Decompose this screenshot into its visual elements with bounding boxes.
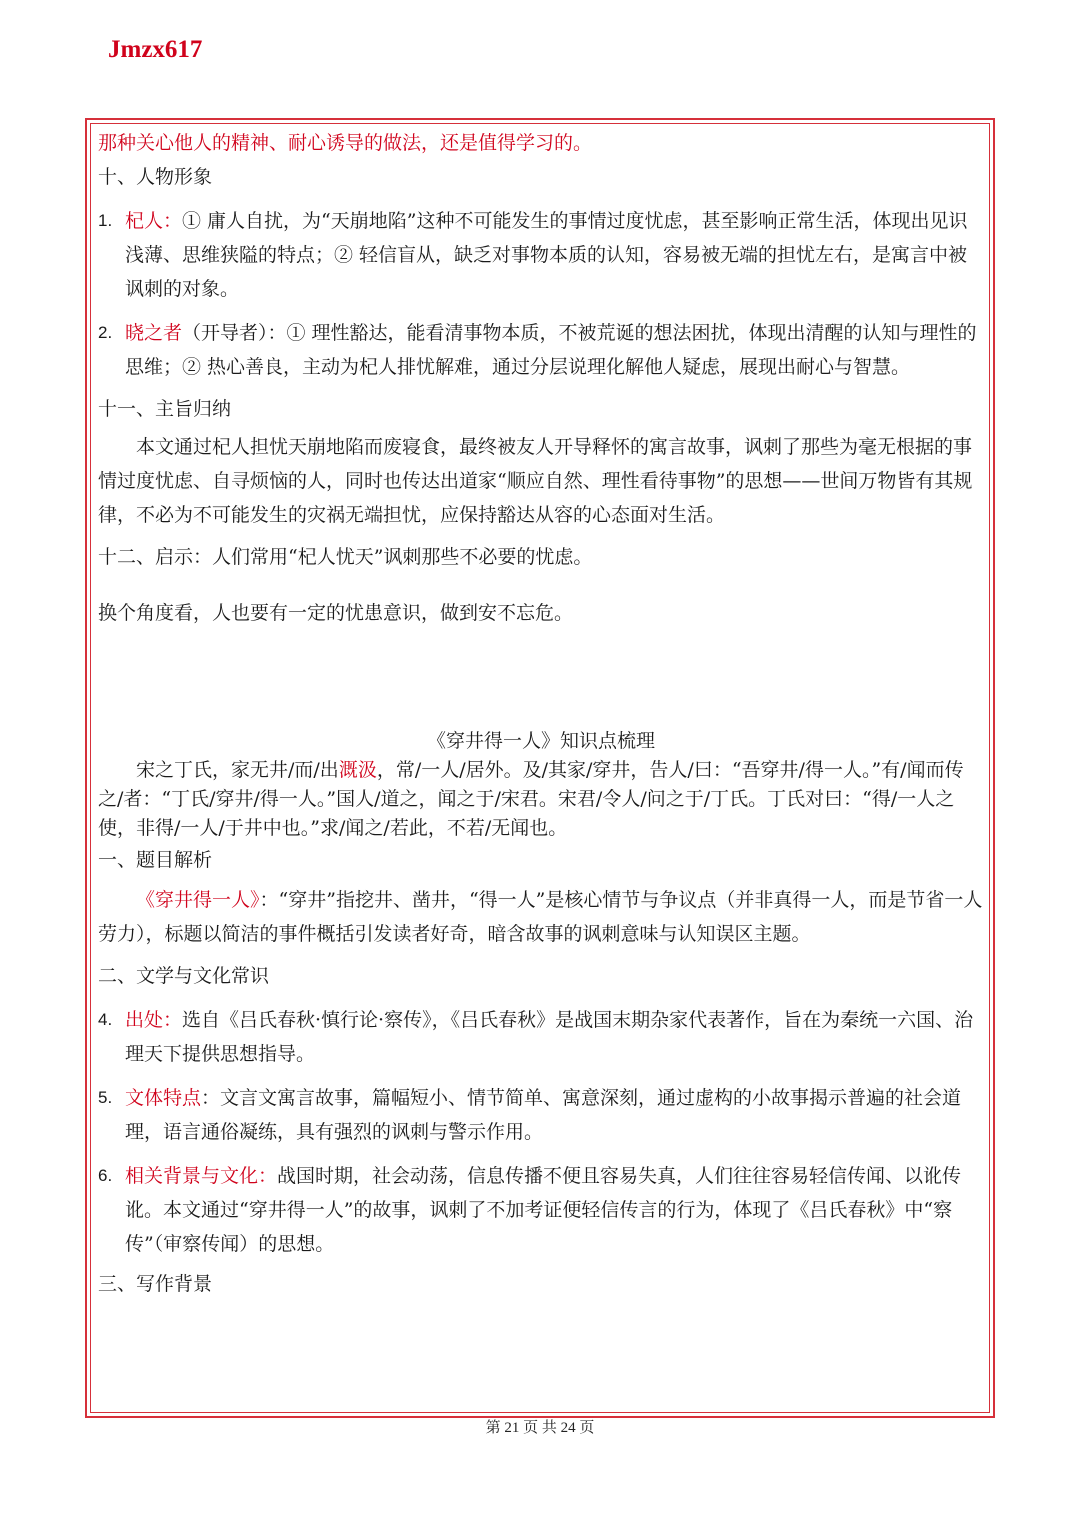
item-term: 杞人： [125, 210, 183, 232]
item-term: 文体特点 [125, 1087, 202, 1109]
item-term: 相关背景与文化： [125, 1165, 278, 1187]
section-heading-3: 三、写作背景 [98, 1273, 213, 1295]
section-heading-12: 十二、启示：人们常用“杞人忧天”讽刺那些不必要的忧虑。 [98, 546, 593, 568]
item-term: 出处： [125, 1009, 183, 1031]
item-number: 5. [98, 1088, 113, 1107]
item-text: ：文言文寓言故事，篇幅短小、情节简单、寓意深刻，通过虚构的小故事揭示普遍的社会道理，语言通俗凝练，具有强烈的讽刺与警示作用。 [125, 1087, 962, 1143]
document-body [98, 126, 984, 1301]
section-heading-2: 二、文学与文化常识 [98, 965, 270, 987]
list-item [98, 204, 984, 306]
list-item [98, 1003, 984, 1071]
page-title: 《穿井得一人》知识点梳理 [426, 730, 655, 752]
watermark: Jmzx617 [108, 36, 203, 63]
page-footer: 第 21 页 共 24 页 [485, 1420, 595, 1436]
title-analysis-term: 《穿井得一人》 [136, 889, 260, 911]
intro-line: 那种关心他人的精神、耐心诱导的做法，还是值得学习的。 [98, 132, 593, 154]
classical-text-a: 宋之丁氏，家无井/而/出 [136, 759, 339, 781]
title-analysis [98, 883, 984, 951]
classical-text [98, 756, 984, 843]
item-text: ① 庸人自扰，为“天崩地陷”这种不可能发生的事情过度忧虑，甚至影响正常生活，体现出见识浅薄、思维狭隘的特点；② 轻信盲从，缺乏对事物本质的认知，容易被无端的担忧左右，是寓言中被讽刺的对象。 [125, 210, 968, 300]
section-heading-1: 一、题目解析 [98, 849, 213, 871]
item-number: 4. [98, 1010, 113, 1029]
insight-line: 换个角度看，人也要有一定的忧患意识，做到安不忘危。 [98, 602, 574, 624]
item-number: 6. [98, 1166, 113, 1185]
summary-paragraph: 本文通过杞人担忧天崩地陷而废寝食，最终被友人开导释怀的寓言故事，讽刺了那些为毫无根据的事情过度忧虑、自寻烦恼的人，同时也传达出道家“顺应自然、理性看待事物”的思想——世间万物皆有其规律，不必为不可能发生的灾祸无端担忧，应保持豁达从容的心态面对生活。 [98, 436, 973, 526]
list-item [98, 1159, 984, 1261]
classical-text-b: ，常/一人/居外。及/其家/穿井，告人/曰：“吾穿井/得一人。”有/闻而传之/者：“丁氏/穿井/得一人。”国人/道之，闻之于/宋君。宋君/令人/问之于/丁氏。丁氏对曰：“得/一人之使，非得/一人/于井中也。”求/闻之/若此，不若/无闻也。 [98, 759, 964, 839]
item-number: 1. [98, 211, 113, 230]
section-heading-11: 十一、主旨归纳 [98, 398, 232, 420]
item-text: （开导者）：① 理性豁达，能看清事物本质，不被荒诞的想法困扰，体现出清醒的认知与理性的思维；② 热心善良，主动为杞人排忧解难，通过分层说理化解他人疑虑，展现出耐心与智慧。 [125, 322, 977, 378]
item-text: 选自《吕氏春秋·慎行论·察传》，《吕氏春秋》是战国末期杂家代表著作，旨在为秦统一六国、治理天下提供思想指导。 [125, 1009, 974, 1065]
item-text: 战国时期，社会动荡，信息传播不便且容易失真，人们往往容易轻信传闻、以讹传讹。本文通过“穿井得一人”的故事，讽刺了不加考证便轻信传言的行为，体现了《吕氏春秋》中“察传”（审察传闻）的思想。 [125, 1165, 962, 1255]
list-item [98, 316, 984, 384]
item-term: 晓之者 [125, 322, 183, 344]
classical-text-highlight: 溉汲 [338, 759, 377, 781]
list-item [98, 1081, 984, 1149]
item-number: 2. [98, 323, 113, 342]
title-analysis-text: ：“穿井”指挖井、凿井，“得一人”是核心情节与争议点（并非真得一人，而是节省一人劳力），标题以简洁的事件概括引发读者好奇，暗含故事的讽刺意味与认知误区主题。 [98, 889, 983, 945]
section-heading-10: 十、人物形象 [98, 166, 213, 188]
